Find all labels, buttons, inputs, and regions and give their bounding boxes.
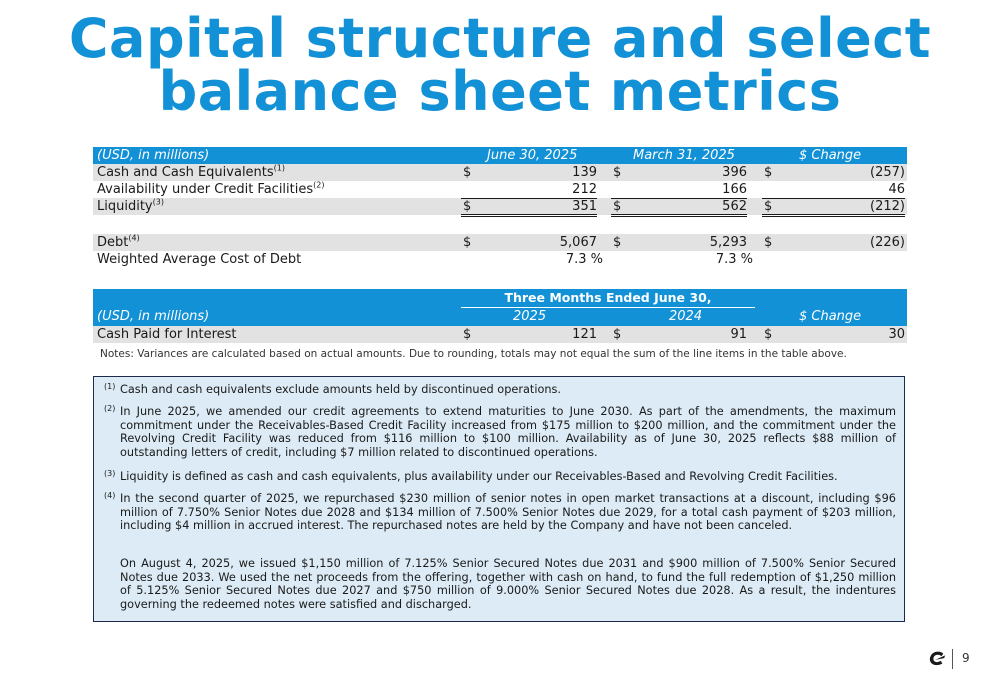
- currency-symbol: $: [463, 165, 472, 180]
- value-change: (257): [870, 165, 905, 180]
- footnote-marker: (3): [104, 469, 116, 478]
- footnote-marker: (2): [104, 404, 116, 413]
- value-change: 30: [888, 327, 905, 342]
- currency-symbol: $: [764, 199, 773, 214]
- company-logo-icon: [928, 650, 946, 668]
- footnote-marker: (1): [104, 382, 116, 391]
- currency-symbol: $: [463, 235, 472, 250]
- value-march: 5,293: [709, 235, 747, 250]
- footnote-ref: (4): [128, 233, 140, 243]
- row-label: Debt: [97, 235, 129, 250]
- row-label: Cash and Cash Equivalents: [97, 165, 274, 180]
- footnote-ref: (1): [273, 163, 286, 173]
- row-label: Weighted Average Cost of Debt: [97, 252, 302, 267]
- header-col-change: $ Change: [799, 309, 862, 324]
- header-units: (USD, in millions): [97, 309, 210, 324]
- header-col-march: March 31, 2025: [633, 148, 735, 163]
- footnote-text: In June 2025, we amended our credit agreements to extend maturities to June 2030. As part of the amendments, the maximum commitment under the Receivables-Based Credit Facility increased from $175 million to $200 million, and the commitment under the Revolving Credit Facility was reduced from $116 million to $100 million. Availability as of June 30, 2025 reflects $88 million of outstanding letters of credit, including $7 million related to discontinued operations.: [120, 405, 896, 459]
- period-span-header: Three Months Ended June 30,: [461, 289, 755, 308]
- footnote-ref: (3): [152, 197, 164, 207]
- value-june: 212: [572, 182, 597, 197]
- header-col-2024: 2024: [669, 309, 703, 324]
- value-march: 562: [722, 199, 747, 214]
- row-label: Cash Paid for Interest: [97, 327, 237, 342]
- header-col-change: $ Change: [799, 148, 862, 163]
- page-number: 9: [962, 651, 970, 665]
- footnote-text: Cash and cash equivalents exclude amounts held by discontinued operations.: [120, 383, 562, 396]
- footnote-2: [104, 405, 896, 459]
- currency-symbol: $: [463, 327, 472, 342]
- currency-symbol: $: [764, 165, 773, 180]
- footnote-4: [104, 492, 896, 533]
- value-june: 351: [572, 199, 597, 214]
- currency-symbol: $: [613, 235, 622, 250]
- value-2024: 91: [730, 327, 747, 342]
- row-label: Liquidity: [97, 199, 153, 214]
- header-col-june: June 30, 2025: [487, 148, 578, 163]
- currency-symbol: $: [613, 199, 622, 214]
- table-header: [93, 289, 907, 326]
- footnote-text: Liquidity is defined as cash and cash equivalents, plus availability under our Receivables-Based and Revolving Credit Facilities.: [120, 470, 838, 483]
- table-row: [93, 198, 907, 215]
- currency-symbol: $: [764, 327, 773, 342]
- footnote-3: [104, 470, 896, 484]
- value-march: 7.3 %: [715, 252, 753, 267]
- header-units: (USD, in millions): [97, 148, 210, 163]
- currency-symbol: $: [613, 165, 622, 180]
- footer-divider: [952, 649, 953, 669]
- footnote-ref: (2): [313, 180, 325, 190]
- table-row: [93, 326, 907, 343]
- row-label: Availability under Credit Facilities: [97, 182, 314, 197]
- footnote-1: [104, 383, 896, 397]
- table-note: Notes: Variances are calculated based on actual amounts. Due to rounding, totals may not equal the sum of the line items in the table above.: [100, 348, 847, 360]
- table-header: [93, 147, 907, 164]
- footnotes-box: [93, 376, 905, 622]
- value-change: 46: [888, 182, 905, 197]
- currency-symbol: $: [764, 235, 773, 250]
- title-line-2: balance sheet metrics: [158, 60, 842, 123]
- currency-symbol: $: [613, 327, 622, 342]
- footnote-4-continued: [104, 557, 896, 611]
- value-march: 166: [722, 182, 747, 197]
- header-col-2025: 2025: [513, 309, 547, 324]
- value-june: 5,067: [559, 235, 597, 250]
- value-change: (212): [870, 199, 905, 214]
- footnote-marker: (4): [104, 491, 116, 500]
- value-march: 396: [722, 165, 747, 180]
- table-row: [93, 164, 907, 181]
- page-title: [0, 7, 1000, 123]
- table-row: [93, 251, 907, 268]
- currency-symbol: $: [463, 199, 472, 214]
- footnote-text: On August 4, 2025, we issued $1,150 million of 7.125% Senior Secured Notes due 2031 and $900 million of 7.500% Senior Secured Notes due 2033. We used the net proceeds from the offering, together with cash on hand, to fund the full redemption of $1,250 million of 5.125% Senior Secured Notes due 2027 and $750 million of 9.000% Senior Secured Notes due 2028. As a result, the indentures governing the redeemed notes were satisfied and discharged.: [120, 557, 896, 611]
- title-line-1: Capital structure and select: [68, 7, 932, 70]
- table-row: [93, 234, 907, 251]
- value-2025: 121: [572, 327, 597, 342]
- value-june: 139: [572, 165, 597, 180]
- value-june: 7.3 %: [565, 252, 603, 267]
- table-row: [93, 181, 907, 198]
- footnote-text: In the second quarter of 2025, we repurchased $230 million of senior notes in open market transactions at a discount, including $96 million of 7.750% Senior Notes due 2028 and $134 million of 7.500% Senior Notes due 2029, for a total cash payment of $203 million, including $4 million in accrued interest. The repurchased notes are held by the Company and have not been canceled.: [120, 492, 896, 532]
- value-change: (226): [870, 235, 905, 250]
